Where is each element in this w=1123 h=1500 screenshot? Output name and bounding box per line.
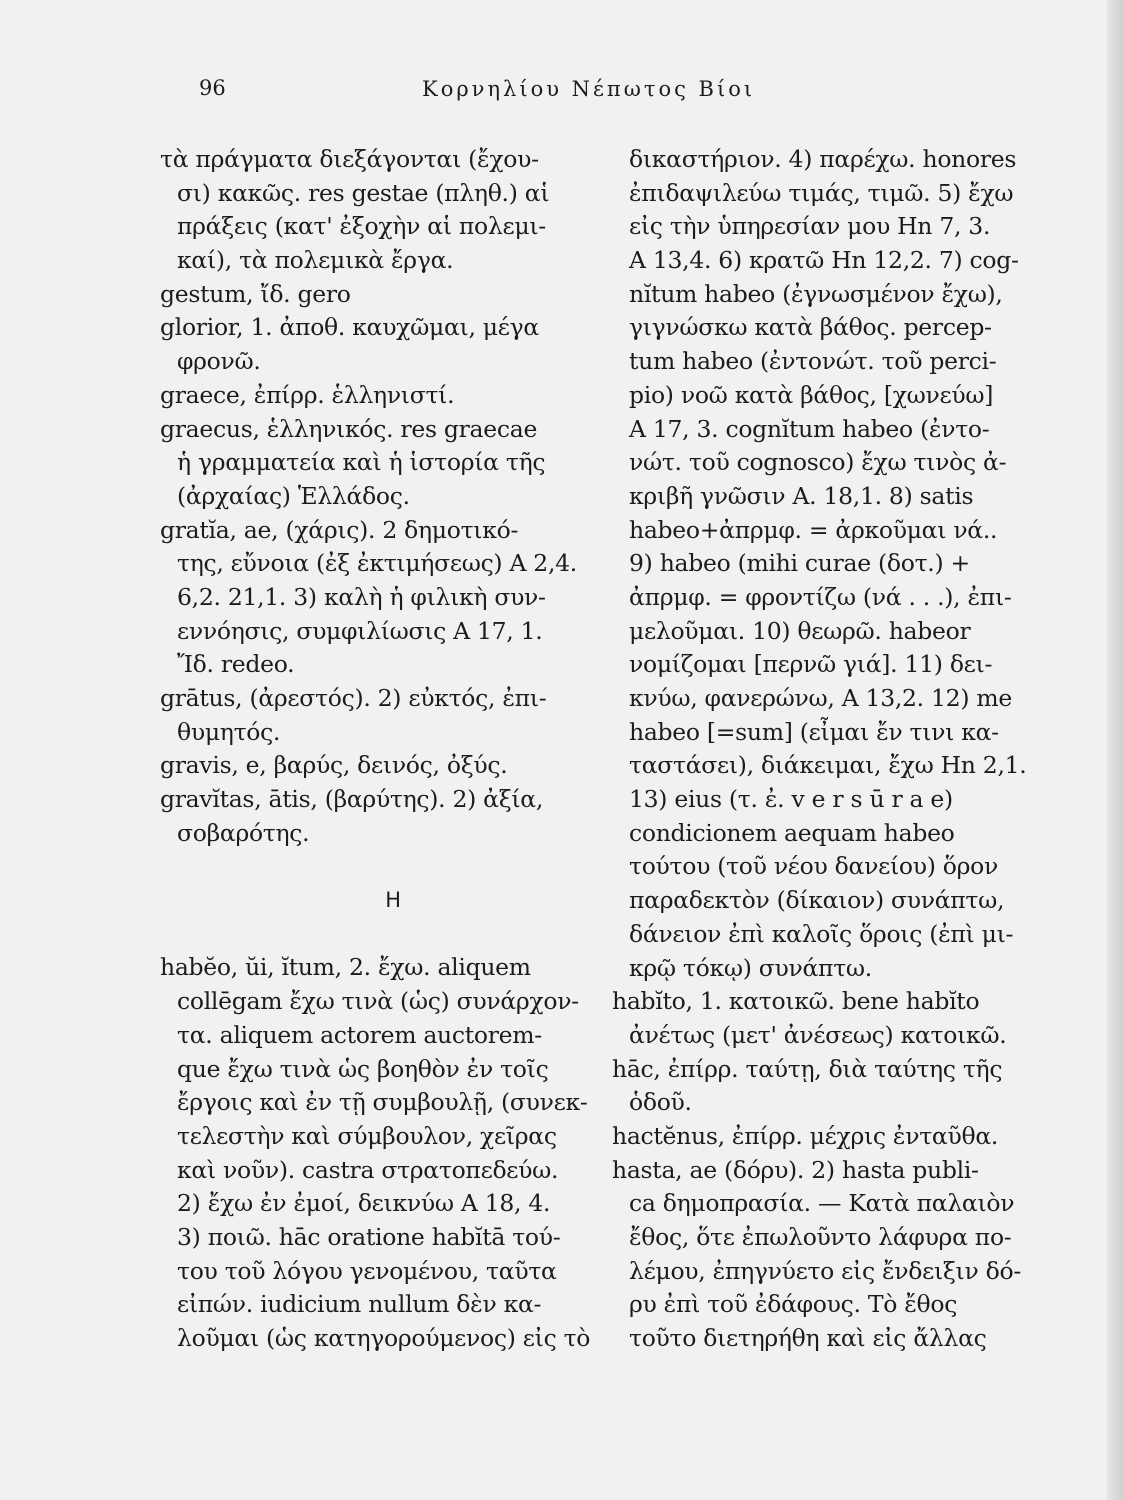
entry-line: 2) ἔχω ἐν ἐμοί, δεικνύω Α 18, 4. (177, 1189, 551, 1218)
entry-line: ἀπρμφ. = φροντίζω (νά . . .), ἐπι- (629, 582, 1012, 611)
entry-line: glorior, 1. ἀποθ. καυχῶμαι, μέγα (160, 313, 539, 342)
entry-line: τελεστὴν καὶ σύμβουλον, χεῖρας (177, 1121, 557, 1150)
entry-line: καὶ νοῦν). castra στρατοπεδεύω. (177, 1155, 559, 1184)
entry-line: νομίζομαι [περνῶ γιά]. 11) δει- (629, 650, 993, 679)
entry-line: ρυ ἐπὶ τοῦ ἐδάφους. Τὸ ἔθος (629, 1290, 958, 1319)
entry-line: ἔργοις καὶ ἐν τῇ συμβουλῇ, (συνεκ- (177, 1088, 588, 1117)
entry-line: 9) habeo (mihi curae (δοτ.) + (629, 549, 970, 578)
entry-line: graecus, ἑλληνικός. res graecae (160, 414, 538, 443)
entry-line: Ἴδ. redeo. (177, 650, 295, 679)
entry-line: (ἀρχαίας) Ἑλλάδος. (177, 481, 410, 510)
entry-line: 13) eius (τ. ἐ. v e r s ū r a e) (629, 785, 953, 814)
entry-line: δάνειον ἐπὶ καλοῖς ὅροις (ἐπὶ μι- (629, 919, 1014, 948)
entry-line: tum habeo (ἐντονώτ. τοῦ perci- (629, 347, 997, 376)
entry-line: εἰς τὴν ὑπηρεσίαν μου Hn 7, 3. (629, 212, 991, 241)
entry-line: Α 13,4. 6) κρατῶ Hn 12,2. 7) cog- (629, 246, 1019, 275)
entry-line: ἡ γραμματεία καὶ ἡ ἱστορία τῆς (177, 448, 546, 477)
entry-line: ἔθος, ὅτε ἐπωλοῦντο λάφυρα πο- (629, 1223, 1012, 1251)
entry-line: του τοῦ λόγου γενομένου, ταῦτα (177, 1256, 557, 1285)
entry-line: δικαστήριον. 4) παρέχω. honores (629, 145, 1017, 173)
entry-line: graece, ἐπίρρ. ἑλληνιστί. (160, 380, 455, 409)
entry-line: γιγνώσκω κατὰ βάθος. percep- (629, 313, 992, 342)
entry-line: ὁδοῦ. (629, 1088, 692, 1117)
entry-line: νώτ. τοῦ cognosco) ἔχω τινὸς ἀ- (629, 448, 1007, 477)
section-letter: H (385, 888, 401, 913)
entry-line: εἰπών. iudicium nullum δὲν κα- (177, 1290, 542, 1319)
page-gutter-shadow (1107, 0, 1123, 1500)
entry-line: 6,2. 21,1. 3) καλὴ ἡ φιλικὴ συν- (177, 582, 546, 611)
entry-line: gratĭa, ae, (χάρις). 2 δημοτικό- (160, 515, 519, 544)
entry-line: θυμητός. (177, 717, 281, 746)
page-number: 96 (199, 76, 226, 100)
entry-line: κνύω, φανερώνω, Α 13,2. 12) me (629, 684, 1012, 712)
entry-line: hactĕnus, ἐπίρρ. μέχρις ἐνταῦθα. (612, 1121, 999, 1150)
entry-line: habĕo, ŭi, ĭtum, 2. ἔχω. aliquem (160, 953, 531, 982)
entry-line: gravĭtas, ātis, (βαρύτης). 2) ἀξία, (160, 785, 544, 814)
entry-line: τα. aliquem actorem auctorem- (177, 1020, 542, 1049)
entry-line: ἐπιδαψιλεύω τιμάς, τιμῶ. 5) ἔχω (629, 178, 1014, 207)
entry-line: 3) ποιῶ. hāc oratione habĭtā τού- (177, 1222, 561, 1251)
entry-line: σι) κακῶς. res gestae (πληθ.) αἱ (177, 178, 550, 207)
entry-line: habeo+ἀπρμφ. = ἀρκοῦμαι νά.. (629, 515, 998, 544)
entry-line: μελοῦμαι. 10) θεωρῶ. habeor (629, 616, 971, 645)
entry-line: collēgam ἔχω τινὰ (ὡς) συνάρχον- (177, 987, 579, 1016)
entry-line: της, εὔνοια (ἐξ ἐκτιμήσεως) Α 2,4. (177, 549, 577, 578)
entry-line: que ἔχω τινὰ ὡς βοηθὸν ἐν τοῖς (177, 1054, 549, 1083)
entry-line: κρῷ τόκῳ) συνάπτω. (629, 953, 872, 982)
entry-line: nĭtum habeo (ἐγνωσμένον ἔχω), (629, 279, 1003, 308)
entry-line: τοῦτο διετηρήθη καὶ εἰς ἄλλας (629, 1324, 987, 1353)
entry-line: εννόησις, συμφιλίωσις Α 17, 1. (177, 616, 543, 645)
entry-line: πράξεις (κατ' ἐξοχὴν αἱ πολεμι- (177, 212, 546, 241)
entry-line: σοβαρότης. (177, 818, 310, 847)
entry-line: λέμου, ἐπηγνύετο εἰς ἔνδειξιν δό- (629, 1256, 1021, 1285)
entry-line: habĭto, 1. κατοικῶ. bene habĭto (612, 987, 980, 1016)
entry-line: φρονῶ. (177, 347, 261, 376)
entry-line: hāc, ἐπίρρ. ταύτῃ, διὰ ταύτης τῆς (612, 1054, 1003, 1083)
entry-line: καί), τὰ πολεμικὰ ἔργα. (177, 246, 454, 275)
entry-line: Α 17, 3. cognĭtum habeo (ἐντο- (629, 414, 990, 443)
entry-line: λοῦμαι (ὡς κατηγορούμενος) εἰς τὸ (177, 1324, 591, 1352)
entry-line: habeo [=sum] (εἶμαι ἔν τινι κα- (629, 717, 999, 746)
entry-line: grātus, (ἀρεστός). 2) εὐκτός, ἐπι- (160, 684, 547, 712)
entry-line: hasta, ae (δόρυ). 2) hasta publi- (612, 1155, 979, 1184)
entry-line: τὰ πράγματα διεξάγονται (ἔχου- (160, 145, 539, 173)
entry-line: gestum, ἴδ. gero (160, 279, 351, 308)
left-column (160, 143, 591, 1356)
entry-line: pio) νοῶ κατὰ βάθος, [χωνεύω] (629, 380, 994, 409)
entry-line: τούτου (τοῦ νέου δανείου) ὅρον (629, 852, 998, 881)
running-title: Κορνηλίου Νέπωτος Βίοι (422, 77, 756, 101)
entry-line: παραδεκτὸν (δίκαιον) συνάπτω, (629, 886, 1005, 915)
right-column (612, 143, 1082, 1356)
entry-line: κριβῆ γνῶσιν Α. 18,1. 8) satis (629, 481, 974, 510)
entry-line: ταστάσει), διάκειμαι, ἔχω Hn 2,1. (629, 751, 1027, 780)
entry-line: condicionem aequam habeo (629, 818, 955, 847)
entry-line: gravis, e, βαρύς, δεινός, ὀξύς. (160, 751, 508, 780)
entry-line: ca δημοπρασία. — Κατὰ παλαιὸν (629, 1189, 1015, 1218)
entry-line: ἀνέτως (μετ' ἀνέσεως) κατοικῶ. (629, 1020, 1007, 1049)
